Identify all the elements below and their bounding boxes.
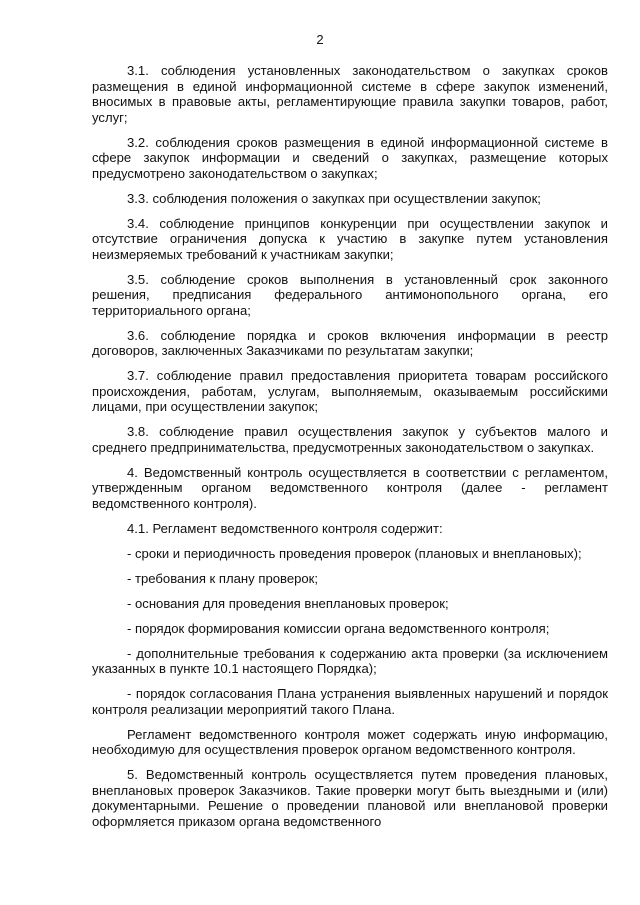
list-item-deadlines: - сроки и периодичность проведения проверок (плановых и внеплановых); xyxy=(127,545,582,561)
paragraph-3-4: 3.4. соблюдение принципов конкуренции при осуществлении закупок и отсутствие ограничения допуска к участию в закупке путем установления неизмеряемых требований к участникам закупки; xyxy=(92,215,608,262)
paragraph-5: 5. Ведомственный контроль осуществляется путем проведения плановых, внеплановых проверок Заказчиков. Такие проверки могут быть выездными и (или) документарными. Решение о проведении плановой или внеплановой проверки оформляется приказом органа ведомственного xyxy=(92,767,608,829)
paragraph-3-7: 3.7. соблюдение правил предоставления приоритета товарам российского происхождения, работам, услугам, выполняемым, оказываемым российскими лицами, при осуществлении закупок; xyxy=(92,368,608,414)
paragraph-3-8: 3.8. соблюдение правил осуществления закупок у субъектов малого и среднего предпринимательства, предусмотренных законодательством о закупках. xyxy=(92,424,608,455)
paragraph-3-5: 3.5. соблюдение сроков выполнения в установленный срок законного решения, предписания федерального антимонопольного органа, его территориального органа; xyxy=(92,271,608,318)
paragraph-regulation-other: Регламент ведомственного контроля может содержать иную информацию, необходимую для осуществления проверок органом ведомственного контроля. xyxy=(92,726,608,757)
paragraph-3-6: 3.6. соблюдение порядка и сроков включения информации в реестр договоров, заключенных Заказчиками по результатам закупки; xyxy=(92,327,608,358)
paragraph-3-2: 3.2. соблюдения сроков размещения в единой информационной системе в сфере закупок информации и сведений о закупках, размещение которых предусмотрено законодательством о закупках; xyxy=(92,134,608,181)
paragraph-3-1: 3.1. соблюдения установленных законодательством о закупках сроков размещения в единой информационной системе в сфере закупок изменений, вносимых в правовые акты, регламентирующие правила закупки товаров, работ, услуг; xyxy=(92,63,608,125)
paragraph-4: 4. Ведомственный контроль осуществляется в соответствии с регламентом, утвержденным органом ведомственного контроля (далее - регламент ведомственного контроля). xyxy=(92,464,608,511)
list-item-unplanned-grounds: - основания для проведения внеплановых проверок; xyxy=(127,595,449,611)
list-item-remediation-plan: - порядок согласования Плана устранения выявленных нарушений и порядок контроля реализации мероприятий такого Плана. xyxy=(92,686,608,717)
document-body xyxy=(92,63,608,839)
list-item-plan-requirements: - требования к плану проверок; xyxy=(127,570,319,586)
list-item-act-requirements: - дополнительные требования к содержанию акта проверки (за исключением указанных в пункте 10.1 настоящего Порядка); xyxy=(92,645,608,676)
paragraph-3-3: 3.3. соблюдения положения о закупках при осуществлении закупок; xyxy=(127,190,541,206)
list-item-commission: - порядок формирования комиссии органа ведомственного контроля; xyxy=(127,620,550,636)
paragraph-4-1: 4.1. Регламент ведомственного контроля содержит: xyxy=(127,520,443,536)
page-number: 2 xyxy=(316,32,324,47)
